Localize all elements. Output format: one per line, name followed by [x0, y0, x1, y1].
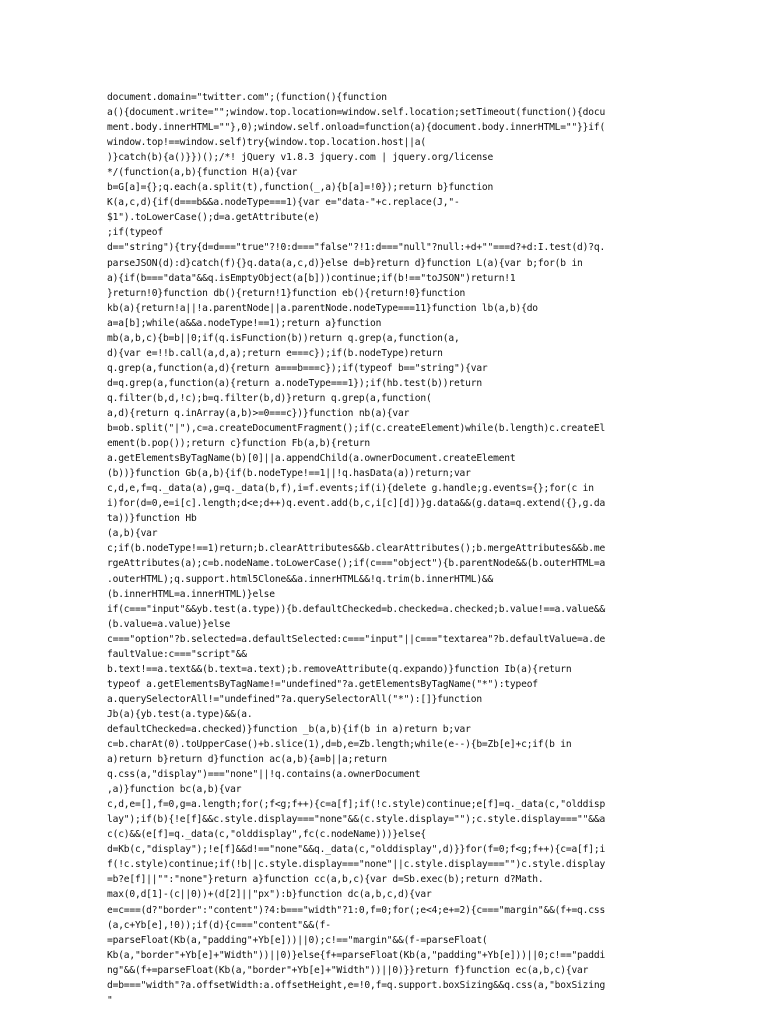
- code-line: (b.value=a.value)}else: [107, 618, 231, 630]
- code-line: c(c)&&(e[f]=q._data(c,"olddisplay",fc(c.nodeName)))}else{: [107, 829, 426, 841]
- code-line: c,d,e,f=q._data(a),g=q._data(b,f),i=f.events;if(i){delete g.handle;g.events={};for(c in: [107, 483, 594, 495]
- code-line: kb(a){return!a||!a.parentNode||a.parentNode.nodeType===11}function lb(a,b){do: [107, 302, 538, 314]
- code-line: ": [107, 994, 113, 1006]
- code-line: q.grep(a,function(a,d){return a===b===c});if(typeof b=="string"){var: [107, 362, 488, 374]
- code-line: ;if(typeof: [107, 227, 163, 239]
- code-line: d){var e=!!b.call(a,d,a);return e===c});if(b.nodeType)return: [107, 347, 443, 359]
- code-line: c=b.charAt(0).toUpperCase()+b.slice(1),d=b,e=Zb.length;while(e--){b=Zb[e]+c;if(b in: [107, 739, 572, 751]
- code-line: ng"&&(f+=parseFloat(Kb(a,"border"+Yb[e]+"Width"))||0)}}return f}function ec(a,b,c){var: [107, 964, 589, 976]
- code-line: document.domain="twitter.com";(function(){function: [107, 92, 387, 103]
- code-line: mb(a,b,c){b=b||0;if(q.isFunction(b))return q.grep(a,function(a,: [107, 332, 460, 344]
- code-line: (b.innerHTML=a.innerHTML)}else: [107, 588, 275, 600]
- code-line: Jb(a){yb.test(a.type)&&(a.: [107, 708, 253, 720]
- code-line: a)return b}return d}function ac(a,b){a=b||a;return: [107, 754, 387, 766]
- code-text-block: [107, 90, 663, 1008]
- code-line: rgeAttributes(a);c=b.nodeName.toLowerCase();if(c==="object"){b.parentNode&&(b.outerHTML=a: [107, 558, 606, 570]
- code-line: a(){document.write="";window.top.location=window.self.location;setTimeout(function(){docu: [107, 107, 606, 119]
- code-line: b=ob.split("|"),c=a.createDocumentFragment();if(c.createElement)while(b.length)c.createEl: [107, 423, 606, 435]
- code-line: c;if(b.nodeType!==1)return;b.clearAttributes&&b.clearAttributes();b.mergeAttributes&&b.me: [107, 543, 606, 555]
- code-line: a.querySelectorAll!="undefined"?a.querySelectorAll("*"):[]}function: [107, 693, 482, 705]
- code-line: ,a)}function bc(a,b){var: [107, 784, 242, 796]
- code-line: =parseFloat(Kb(a,"padding"+Yb[e]))||0);c!=="margin"&&(f-=parseFloat(: [107, 934, 488, 946]
- code-line: K(a,c,d){if(d===b&&a.nodeType===1){var e="data-"+c.replace(J,"-: [107, 197, 460, 209]
- code-line: .outerHTML);q.support.html5Clone&&a.innerHTML&&!q.trim(b.innerHTML)&&: [107, 573, 494, 585]
- code-line: a,d){return q.inArray(a,b)>=0===c})}function nb(a){var: [107, 407, 410, 419]
- code-line: parseJSON(d):d}catch(f){}q.data(a,c,d)}else d=b}return d}function L(a){var b;for(b in: [107, 257, 583, 269]
- code-line: q.css(a,"display")==="none"||!q.contains(a.ownerDocument: [107, 769, 421, 781]
- code-line: a=a[b];while(a&&a.nodeType!==1);return a}function: [107, 317, 382, 329]
- code-line: lay");if(b){!e[f]&&c.style.display==="none"&&(c.style.display="");c.style.display===""&&a: [107, 814, 606, 826]
- code-line: a){if(b==="data"&&q.isEmptyObject(a[b]))continue;if(b!=="toJSON")return!1: [107, 272, 516, 284]
- code-line: window.top!==window.self)try{window.top.location.host||a(: [107, 137, 426, 149]
- code-line: c,d,e=[],f=0,g=a.length;for(;f<g;f++){c=a[f];if(!c.style)continue;e[f]=q._data(c,"olddisp: [107, 799, 606, 811]
- code-line: f(!c.style)continue;if(!b||c.style.display==="none"||c.style.display==="")c.style.display: [107, 859, 606, 871]
- code-line: (a,b){var: [107, 528, 158, 540]
- code-line: =b?e[f]||"":"none"}return a}function cc(a,b,c){var d=Sb.exec(b);return d?Math.: [107, 874, 544, 886]
- code-line: ment.body.innerHTML=""},0);window.self.onload=function(a){document.body.innerHTML=""}}if(: [107, 122, 606, 134]
- code-line: d=="string"){try{d=d==="true"?!0:d==="false"?!1:d==="null"?null:+d+""===d?+d:I.test(d)?q.: [107, 242, 606, 254]
- code-line: d=q.grep(a,function(a){return a.nodeType===1});if(hb.test(b))return: [107, 377, 482, 389]
- code-line: d=b==="width"?a.offsetWidth:a.offsetHeight,e=!0,f=q.support.boxSizing&&q.css(a,"boxSizing: [107, 979, 606, 991]
- code-line: d=Kb(c,"display");!e[f]&&d!=="none"&&q._data(c,"olddisplay",d)}}for(f=0;f<g;f++){c=a[f];i: [107, 844, 606, 856]
- code-line: c==="option"?b.selected=a.defaultSelected:c==="input"||c==="textarea"?b.defaultValue=a.de: [107, 633, 606, 645]
- code-line: $1").toLowerCase();d=a.getAttribute(e): [107, 212, 320, 224]
- code-line: if(c==="input"&&yb.test(a.type)){b.defaultChecked=b.checked=a.checked;b.value!==a.value&&: [107, 603, 606, 615]
- code-line: a.getElementsByTagName(b)[0]||a.appendChild(a.ownerDocument.createElement: [107, 453, 516, 465]
- code-line: b=G[a]={};q.each(a.split(t),function(_,a){b[a]=!0});return b}function: [107, 182, 494, 194]
- code-line: i)for(d=0,e=i[c].length;d<e;d++)q.event.add(b,c,i[c][d])}g.data&&(g.data=q.extend({},g.da: [107, 498, 606, 510]
- code-line: defaultChecked=a.checked)}function _b(a,b){if(b in a)return b;var: [107, 723, 471, 735]
- code-line: (b))}function Gb(a,b){if(b.nodeType!==1||!q.hasData(a))return;var: [107, 468, 471, 480]
- code-line: max(0,d[1]-(c||0))+(d[2]||"px"):b}function dc(a,b,c,d){var: [107, 889, 432, 901]
- code-line: faultValue:c==="script"&&: [107, 648, 247, 660]
- code-line: ta))}function Hb: [107, 513, 197, 525]
- code-line: q.filter(b,d,!c);b=q.filter(b,d)}return q.grep(a,function(: [107, 392, 432, 404]
- code-line: )}catch(b){a()}})();/*! jQuery v1.8.3 jquery.com | jquery.org/license: [107, 152, 494, 164]
- code-line: }return!0}function db(){return!1}function eb(){return!0}function: [107, 287, 466, 299]
- code-line: */(function(a,b){function H(a){var: [107, 167, 298, 179]
- code-line: typeof a.getElementsByTagName!="undefined"?a.getElementsByTagName("*"):typeof: [107, 678, 538, 690]
- code-line: e=c===(d?"border":"content")?4:b==="width"?1:0,f=0;for(;e<4;e+=2){c==="margin"&&(f+=q.css: [107, 904, 606, 916]
- code-line: b.text!==a.text&&(b.text=a.text);b.removeAttribute(q.expando)}function Ib(a){return: [107, 663, 572, 675]
- code-line: (a,c+Yb[e],!0));if(d){c==="content"&&(f-: [107, 919, 331, 931]
- code-line: ement(b.pop());return c}function Fb(a,b){return: [107, 438, 371, 450]
- code-line: Kb(a,"border"+Yb[e]+"Width"))||0)}else{f+=parseFloat(Kb(a,"padding"+Yb[e]))||0;c!=="paddi: [107, 949, 606, 961]
